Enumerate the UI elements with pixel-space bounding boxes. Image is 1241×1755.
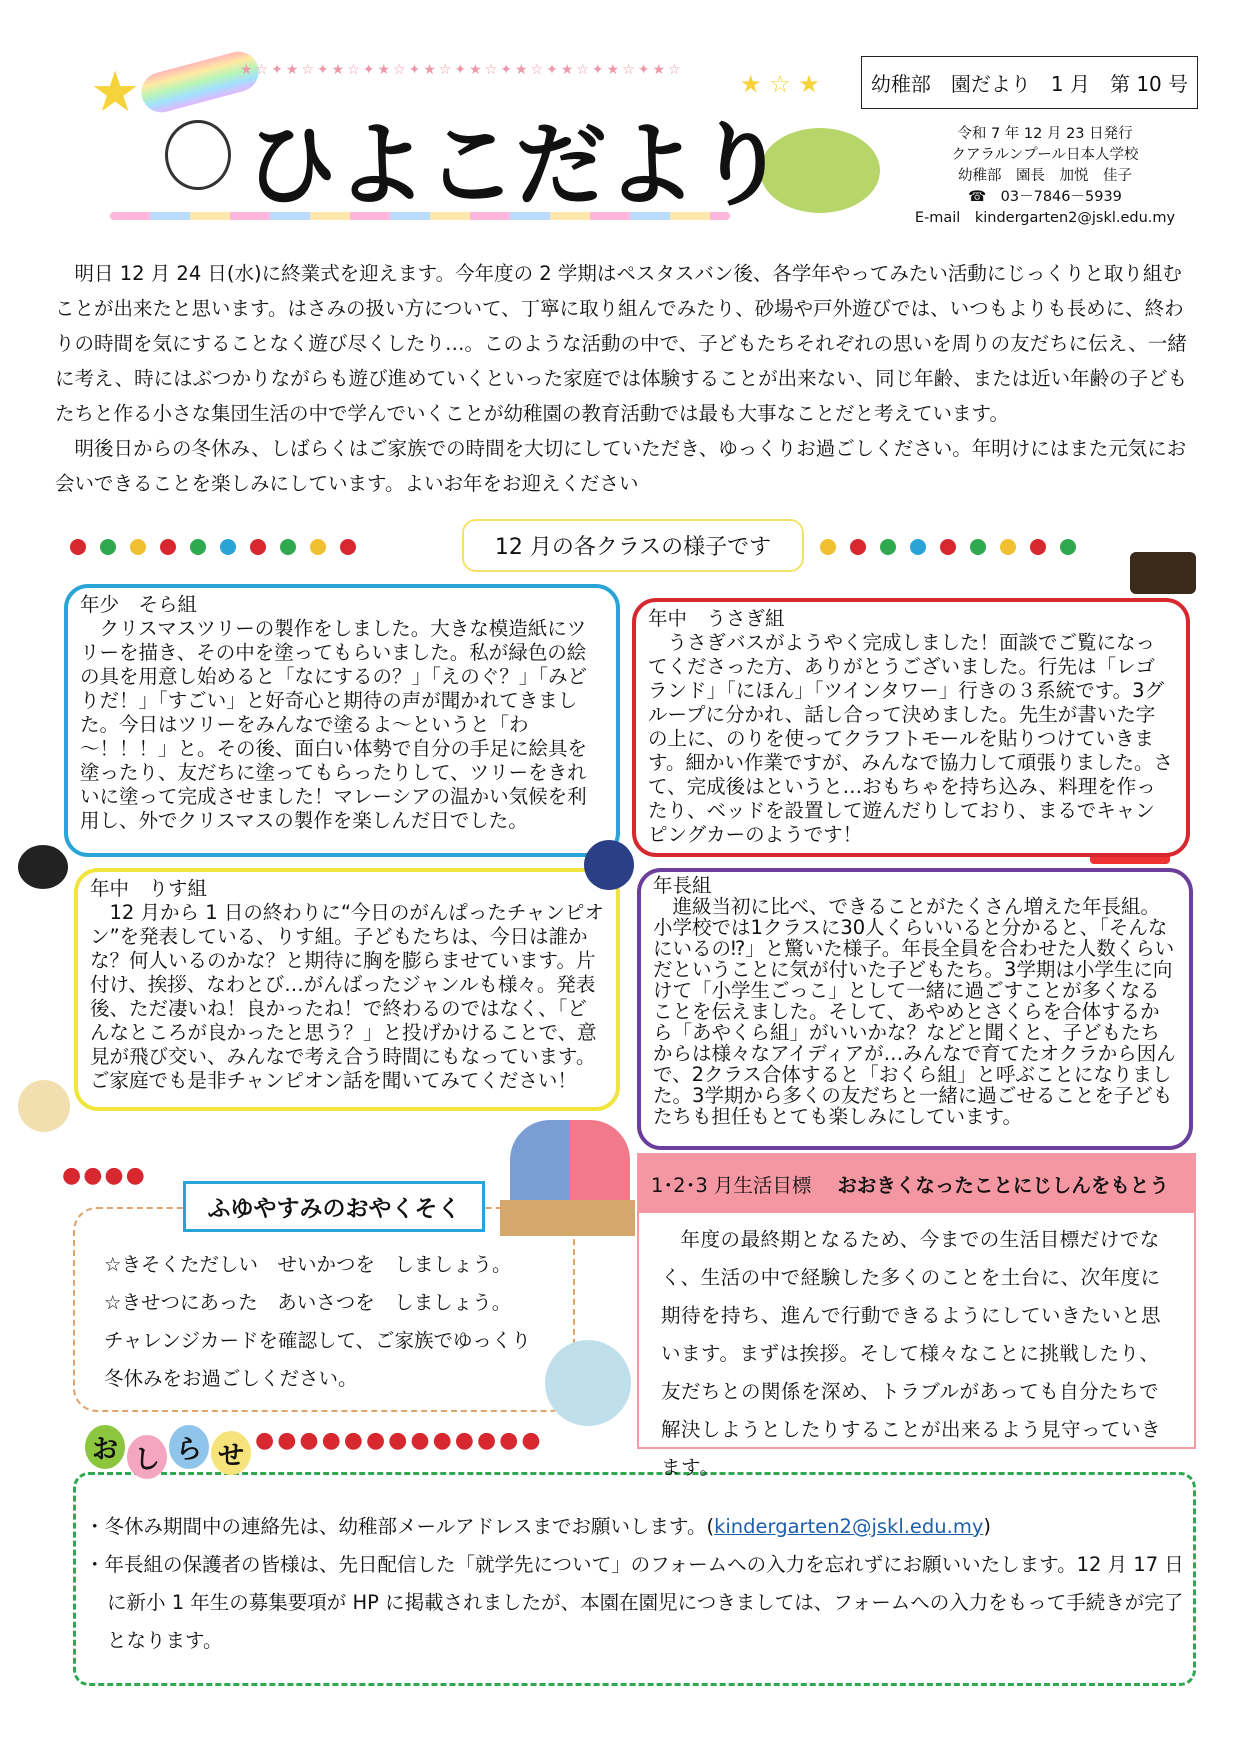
new-year-card-icon bbox=[545, 1340, 631, 1426]
balloon-letter: せ bbox=[211, 1431, 251, 1475]
class-box-sora bbox=[64, 584, 620, 857]
newsletter-title: ひよこだより bbox=[245, 112, 786, 219]
children-kimono-icon bbox=[510, 1120, 630, 1200]
notice-body bbox=[85, 1508, 1185, 1660]
stage-icon bbox=[500, 1200, 635, 1236]
class-body: クリスマスツリーの製作をしました。大きな模造紙にツリーを描き、その中を塗ってもらいました。私が緑色の絵の具を用意し始めると「なにするの？」「えのぐ？」「みどりだ！」「すごい」と好奇心と期待の声が聞かれてきました。今日はツリーをみんなで塗るよ～というと「わ～！！！」と。その後、面白い体勢で自分の手足に絵具を塗ったり、友だちに塗ってもらったりして、ツリーをきれいに塗って完成させました！マレーシアの温かい気候を利用し、外でクリスマスの製作を楽しんだ日でした。 bbox=[80, 617, 588, 832]
daruma-row-icon: ●●●● bbox=[62, 1163, 147, 1188]
zoni-bowl-icon bbox=[18, 845, 68, 889]
balloon-letter: し bbox=[127, 1435, 167, 1479]
star-garland-decoration: ★☆✦★☆✦★☆✦★☆✦★☆✦★☆✦★☆✦★☆✦★☆✦★☆ bbox=[240, 62, 684, 78]
principal: 幼稚部 園長 加悦 佳子 bbox=[958, 168, 1132, 184]
kagami-mochi-icon bbox=[18, 1080, 70, 1132]
new-year-ornaments-left bbox=[70, 532, 356, 562]
class-body: 進級当初に比べ、できることがたくさん増えた年長組。小学校では1クラスに30人くらいいると分かると、「そんなにいるの⁉」と驚いた様子。年長全員を合わせた人数くらいだということに気が付いた子どもたち。3学期は小学生に向けて「小学生ごっこ」として一緒に過ごすことが多くなることを伝えました。そして、あやめとさくらを合体するから「あやくら組」がいいかな？などと聞くと、子どもたちからは様々なアイディアが…みんなで育てたオクラから因んで、2クラス合体すると「おくら組」と呼ぶことになりました。3学期から多くの友だちと一緒に過ごせることを子どもたちも担任もとても楽しみにしています。 bbox=[653, 895, 1176, 1128]
class-box-usagi bbox=[632, 598, 1190, 857]
promise-line: 冬休みをお過ごしください。 bbox=[104, 1367, 358, 1390]
class-box-risu bbox=[74, 868, 620, 1111]
class-title: 年中 うさぎ組 bbox=[648, 607, 785, 630]
class-title: 年少 そら組 bbox=[80, 593, 198, 616]
phone: ☎ 03－7846－5939 bbox=[968, 189, 1122, 205]
life-goal-panel bbox=[637, 1153, 1196, 1479]
osechi-icon bbox=[1130, 552, 1196, 594]
issue-label: 幼稚部 園だより 1 月 第 10 号 bbox=[861, 56, 1198, 109]
shrine-night-icon bbox=[584, 840, 634, 890]
notice-item: ・年長組の保護者の皆様は、先日配信した「就学先について」のフォームへの入力を忘れずにお願いいたします。12 月 17 日に新小 1 年生の募集要項が HP に掲載されましたが、本園在園児につきましては、フォームへの入力をもって手続きが完了となります。 bbox=[85, 1553, 1184, 1652]
class-title: 年中 りす組 bbox=[90, 877, 208, 900]
shooting-star-icon: ★ bbox=[90, 60, 141, 125]
life-goal-label: 1･2･3 月生活目標 bbox=[651, 1174, 812, 1197]
balloon-letter: ら bbox=[169, 1425, 209, 1469]
chick-icon bbox=[165, 120, 231, 190]
class-body: 12 月から 1 日の終わりに“今日のがんぱったチャンピオン”を発表している、りす組。子どもたちは、今日は誰かな？何人いるのかな？と期待に胸を膨らませています。片付け、挨拶、なわとび…がんばったジャンルも様々。発表後、ただ凄いね！良かったね！で終わるのではなく、「どんなところが良かったと思う？」と投げかけることで、意見が飛び交い、みんなで考え合う時間にもなっています。ご家庭でも是非チャンピオン話を聞いてみてください！ bbox=[90, 901, 604, 1092]
school-name: クアラルンプール日本人学校 bbox=[951, 147, 1139, 163]
oshirase-balloons bbox=[85, 1425, 251, 1479]
intro-paragraph: 明後日からの冬休み、しばらくはご家族での時間を大切にしていただき、ゆっくりお過ごしください。年明けにはまた元気にお会いできることを楽しみにしています。よいお年をお迎えください bbox=[55, 437, 1187, 495]
email: E-mail kindergarten2@jskl.edu.my bbox=[914, 210, 1176, 226]
life-goal-body: 年度の最終期となるため、今までの生活目標だけでなく、生活の中で経験した多くのことを土台に、次年度に期待を持ち、進んで行動できるようにしていきたいと思います。まずは挨拶。そして様々なことに挑戦したり、友だちとの関係を深め、トラブルがあっても自分たちで解決しようとしたりすることが出来るよう見守っていきます。 bbox=[661, 1228, 1162, 1479]
class-box-nencho bbox=[637, 868, 1193, 1150]
winter-promise-body bbox=[104, 1246, 531, 1398]
daruma-row-icon: ●●●●●●●●●●●●● bbox=[255, 1428, 544, 1453]
class-section-banner: 12 月の各クラスの様子です bbox=[462, 519, 804, 572]
publish-date: 令和 7 年 12 月 23 日発行 bbox=[957, 126, 1133, 142]
email-link[interactable]: kindergarten2@jskl.edu.my bbox=[714, 1515, 984, 1538]
promise-line: チャレンジカードを確認して、ご家族でゆっくり bbox=[104, 1329, 531, 1352]
class-title: 年長組 bbox=[653, 874, 712, 897]
stars-icon: ★ ☆ ★ bbox=[740, 70, 820, 98]
class-body: うさぎバスがようやく完成しました！面談でご覧になってくださった方、ありがとうございました。行先は「レゴランド」「にほん」「ツインタワー」行きの３系統です。3グループに分かれ、話し合って決めました。先生が書いた字の上に、のりを使ってクラフトモールを貼りつけていきます。細かい作業ですが、みんなで協力して頑張りました。さて、完成後はというと…おもちゃを持ち込み、料理を作ったり、ベッドを設置して遊んだりしており、まるでキャンピングカーのようです！ bbox=[648, 631, 1173, 846]
life-goal-title: おおきくなったことにじしんをもとう bbox=[837, 1174, 1169, 1197]
new-year-ornaments-right bbox=[820, 532, 1076, 562]
promise-line: ☆きせつにあった あいさつを しましょう。 bbox=[104, 1291, 512, 1314]
intro-paragraph: 明日 12 月 24 日(水)に終業式を迎えます。今年度の 2 学期はペスタスバン後、各学年やってみたい活動にじっくりと取り組むことが出来たと思います。はさみの扱い方について、丁寧に取り組んでみたり、砂場や戸外遊びでは、いつもよりも長めに、終わりの時間を気にすることなく遊び尽くしたり…。このような活動の中で、子どもたちそれぞれの思いを周りの友だちに伝え、一緒に考え、時にはぶつかりながらも遊び進めていくといった家庭では体験することが出来ない、同じ年齢、または近い年齢の子どもたちと作る小さな集団生活の中で学んでいくことが幼稚園の教育活動では最も大事なことだと考えています。 bbox=[55, 262, 1188, 425]
intro-text bbox=[55, 256, 1200, 501]
notice-item: ・冬休み期間中の連絡先は、幼稚部メールアドレスまでお願いします。(kindergarten2@jskl.edu.my) bbox=[85, 1515, 992, 1538]
life-goal-header bbox=[639, 1155, 1194, 1213]
publisher-info bbox=[900, 124, 1190, 229]
winter-promise-title: ふゆやすみのおやくそく bbox=[183, 1181, 485, 1232]
promise-line: ☆きそくただしい せいかつを しましょう。 bbox=[104, 1253, 512, 1276]
balloon-letter: お bbox=[85, 1425, 125, 1469]
